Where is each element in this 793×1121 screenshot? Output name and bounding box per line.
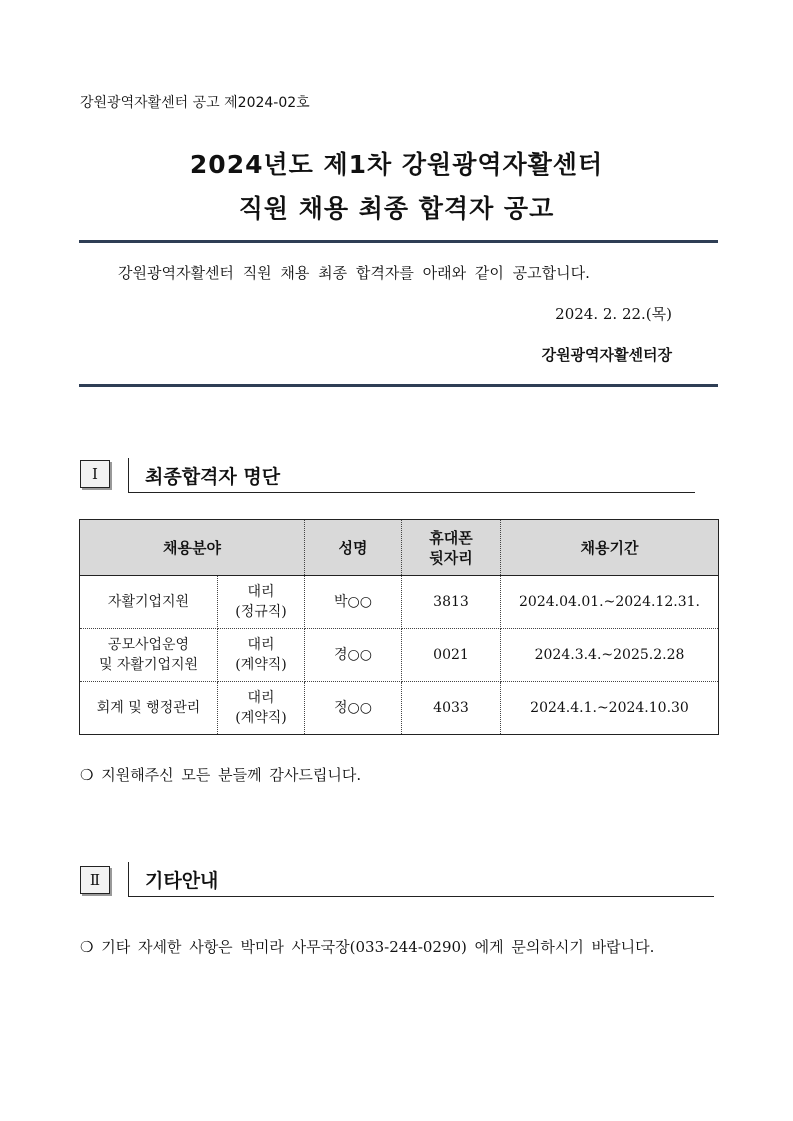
section-title: 최종합격자 명단 (145, 466, 281, 488)
cell-period: 2024.04.01.~2024.12.31. (501, 576, 719, 629)
cell-name: 정○○ (305, 682, 402, 735)
cell-field (80, 682, 218, 735)
header-field: 채용분야 (80, 520, 305, 576)
header-phone-line1: 휴대폰 (429, 528, 473, 547)
rank-line2: (정규직) (235, 604, 287, 620)
section-title: 기타안내 (145, 870, 219, 892)
table-row (80, 576, 719, 629)
announcement-date: 2024. 2. 22.(목) (555, 305, 672, 323)
field-line2: 및 자활기업지원 (98, 657, 199, 673)
rank-line2: (계약직) (235, 657, 287, 673)
cell-rank (218, 576, 305, 629)
section-number-box: Ⅰ (80, 460, 110, 488)
cell-phone: 3813 (402, 576, 501, 629)
section-underline (128, 492, 695, 493)
cell-period: 2024.3.4.~2025.2.28 (501, 629, 719, 682)
section-bracket-line (128, 862, 129, 896)
section-number-box: Ⅱ (80, 866, 110, 894)
document-title-line1: 2024년도 제1차 강원광역자활센터 (189, 150, 604, 179)
rank-line1: 대리 (247, 690, 275, 706)
cell-phone: 4033 (402, 682, 501, 735)
cell-rank (218, 629, 305, 682)
contact-note: ❍ 기타 자세한 사항은 박미라 사무국장(033-244-0290) 에게 문의하시기 바랍니다. (80, 938, 655, 956)
section-bracket-line (128, 458, 129, 492)
table-row (80, 682, 719, 735)
cell-name: 경○○ (305, 629, 402, 682)
cell-phone: 0021 (402, 629, 501, 682)
rank-line1: 대리 (247, 584, 275, 600)
field-line1: 자활기업지원 (107, 594, 190, 610)
header-phone-line2: 뒷자리 (429, 548, 473, 567)
field-line1: 회계 및 행정관리 (96, 700, 201, 716)
rank-line2: (계약직) (235, 710, 287, 726)
table-row (80, 629, 719, 682)
cell-name: 박○○ (305, 576, 402, 629)
cell-rank (218, 682, 305, 735)
signer: 강원광역자활센터장 (541, 346, 672, 364)
candidates-table (79, 519, 719, 735)
section-underline (128, 896, 714, 897)
field-line1: 공모사업운영 (107, 637, 190, 653)
intro-divider (79, 384, 718, 387)
intro-text: 강원광역자활센터 직원 채용 최종 합격자를 아래와 같이 공고합니다. (118, 264, 590, 282)
thanks-note: ❍ 지원해주신 모든 분들께 감사드립니다. (80, 766, 362, 784)
rank-line1: 대리 (247, 637, 275, 653)
header-period: 채용기간 (501, 520, 719, 576)
cell-field (80, 576, 218, 629)
header-name: 성명 (305, 520, 402, 576)
document-title-line2: 직원 채용 최종 합격자 공고 (238, 194, 555, 223)
notice-number: 강원광역자활센터 공고 제2024-02호 (80, 95, 310, 111)
cell-field (80, 629, 218, 682)
table-header-row (80, 520, 719, 576)
header-phone (402, 520, 501, 576)
title-divider (79, 240, 718, 243)
cell-period: 2024.4.1.~2024.10.30 (501, 682, 719, 735)
